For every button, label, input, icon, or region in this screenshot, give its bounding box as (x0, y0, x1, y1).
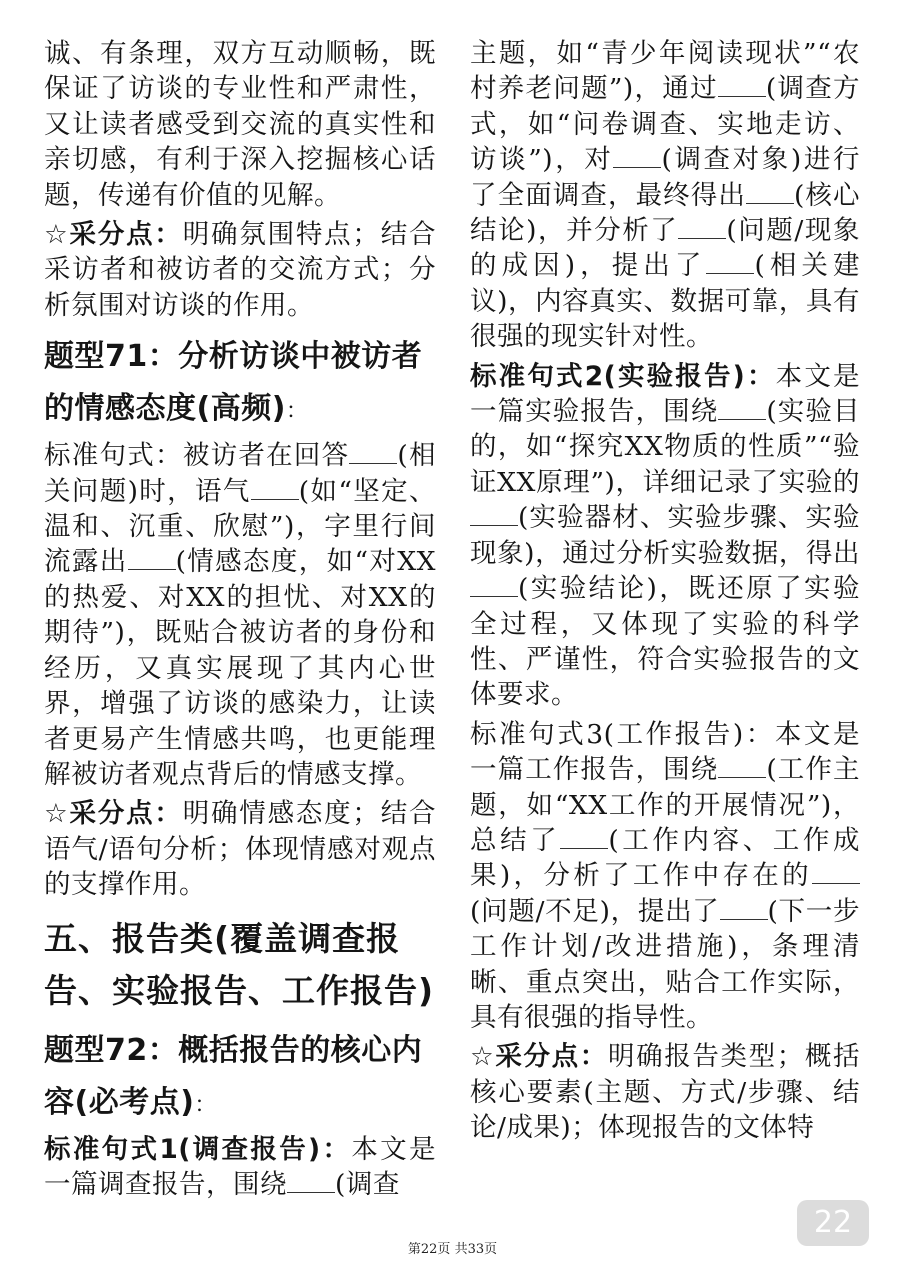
score-point-2 (44, 796, 436, 902)
q71-text-c: (如“坚定、温和、沉重、欣慰”)，字里行间流露出 (44, 475, 437, 578)
page-number-badge: 22 (797, 1200, 869, 1246)
fill-blank (470, 572, 518, 597)
left-column (44, 36, 436, 1202)
std2-label: 标准句式2(实验报告)： (470, 360, 776, 392)
std1-label: 标准句式1(调查报告)： (44, 1133, 352, 1165)
fill-blank (718, 72, 766, 97)
fill-blank (251, 475, 299, 500)
std1-text-f: (核心结论)，并分析了 (470, 179, 861, 247)
score-point-3 (470, 1039, 860, 1145)
fill-blank (812, 859, 860, 884)
fill-blank (349, 439, 397, 464)
score-text: 明确氛围特点；结合采访者和被访者的交流方式；分析氛围对访谈的作用。 (44, 219, 437, 321)
fill-blank (470, 501, 518, 526)
score-label: ☆采分点： (44, 798, 183, 830)
std1-text-b: (调查 (335, 1168, 400, 1200)
std3-paragraph (470, 717, 860, 1036)
std3-text-c: (工作内容、工作成果)，分析了工作中存在的 (470, 824, 861, 892)
q71-text-a: 标准句式：被访者在回答 (44, 440, 350, 472)
std2-text-c: (实验器材、实验步骤、实验现象)，通过分析实验数据，得出 (470, 502, 860, 569)
std1-text-c: 主题，如“青少年阅读现状”“农村养老问题”)，通过 (470, 38, 860, 105)
std1-paragraph-start (44, 1132, 436, 1203)
question-72-title (44, 1025, 436, 1132)
question-71-title-text: 题型71：分析访谈中被访者的情感态度(高频) (44, 339, 423, 427)
score-text: 明确情感态度；结合语气/语句分析；体现情感对观点的支撑作用。 (44, 798, 437, 901)
page-footer: 第22页 共33页 (407, 1242, 498, 1257)
std2-text-d: (实验结论)，既还原了实验全过程，又体现了实验的科学性、严谨性，符合实验报告的文体要求。 (470, 573, 860, 711)
fill-blank (720, 895, 768, 920)
fill-blank (718, 753, 766, 778)
std3-text-d: (问题/不足)，提出了 (470, 895, 720, 927)
std3-text-b: (工作主题，如“XX工作的开展情况”)，总结了 (470, 754, 861, 856)
title-colon: ： (285, 399, 309, 425)
question-72-title-text: 题型72：概括报告的核心内容(必考点) (44, 1032, 423, 1120)
fill-blank (746, 179, 794, 204)
question-71-title (44, 331, 436, 438)
std3-text-a: 标准句式3(工作报告)：本文是一篇工作报告，围绕 (470, 718, 860, 786)
q71-text-b: (相关问题)时，语气 (44, 440, 437, 507)
section-5-title: 五、报告类(覆盖调查报告、实验报告、工作报告) (44, 918, 435, 1010)
fill-blank (560, 824, 608, 849)
intro-text: 诚、有条理，双方互动顺畅，既保证了访谈的专业性和严肃性，又让读者感受到交流的真实性和亲切感，有利于深入挖掘核心话题，传递有价值的见解。 (44, 38, 436, 211)
right-column (470, 36, 860, 1146)
std1-paragraph-cont (470, 36, 860, 355)
fill-blank (613, 143, 661, 168)
fill-blank (678, 214, 726, 239)
fill-blank (706, 249, 754, 274)
std1-text-h: (相关建议)，内容真实、数据可靠，具有很强的现实针对性。 (470, 250, 860, 353)
std1-text-a: 本文是一篇调查报告，围绕 (44, 1133, 436, 1200)
std1-text-g: (问题/现象的成因)，提出了 (470, 215, 860, 282)
title-colon: ： (194, 1092, 217, 1118)
std2-paragraph (470, 359, 860, 713)
score-label: ☆采分点： (470, 1041, 608, 1073)
score-label: ☆采分点： (44, 219, 183, 251)
intro-paragraph (44, 36, 436, 213)
fill-blank (718, 395, 766, 420)
std2-text-b: (实验目的，如“探究XX物质的性质”“验证XX原理”)，详细记录了实验的 (470, 396, 861, 498)
std3-text-e: (下一步工作计划/改进措施)，条理清晰、重点突出，贴合工作实际，具有很强的指导性。 (470, 895, 860, 1033)
score-point-1 (44, 217, 436, 323)
fill-blank (128, 545, 176, 570)
score-text: 明确报告类型；概括核心要素(主题、方式/步骤、结论/成果)；体现报告的文体特 (470, 1041, 861, 1144)
std1-text-e: (调查对象)进行了全面调查，最终得出 (470, 144, 860, 211)
fill-blank (287, 1168, 335, 1193)
std2-text-a: 本文是一篇实验报告，围绕 (470, 360, 860, 428)
q71-standard-sentence (44, 438, 436, 792)
q71-text-d: (情感态度，如“对XX的热爱、对XX的担忧、对XX的期待”)，既贴合被访者的身份和经历，又真实展现了其内心世界，增强了访谈的感染力，让读者更易产生情感共鸣，也更能理解被访者观点背后的情感支撑。 (44, 546, 436, 790)
std1-text-d: (调查方式，如“问卷调查、实地走访、访谈”)，对 (470, 73, 860, 176)
